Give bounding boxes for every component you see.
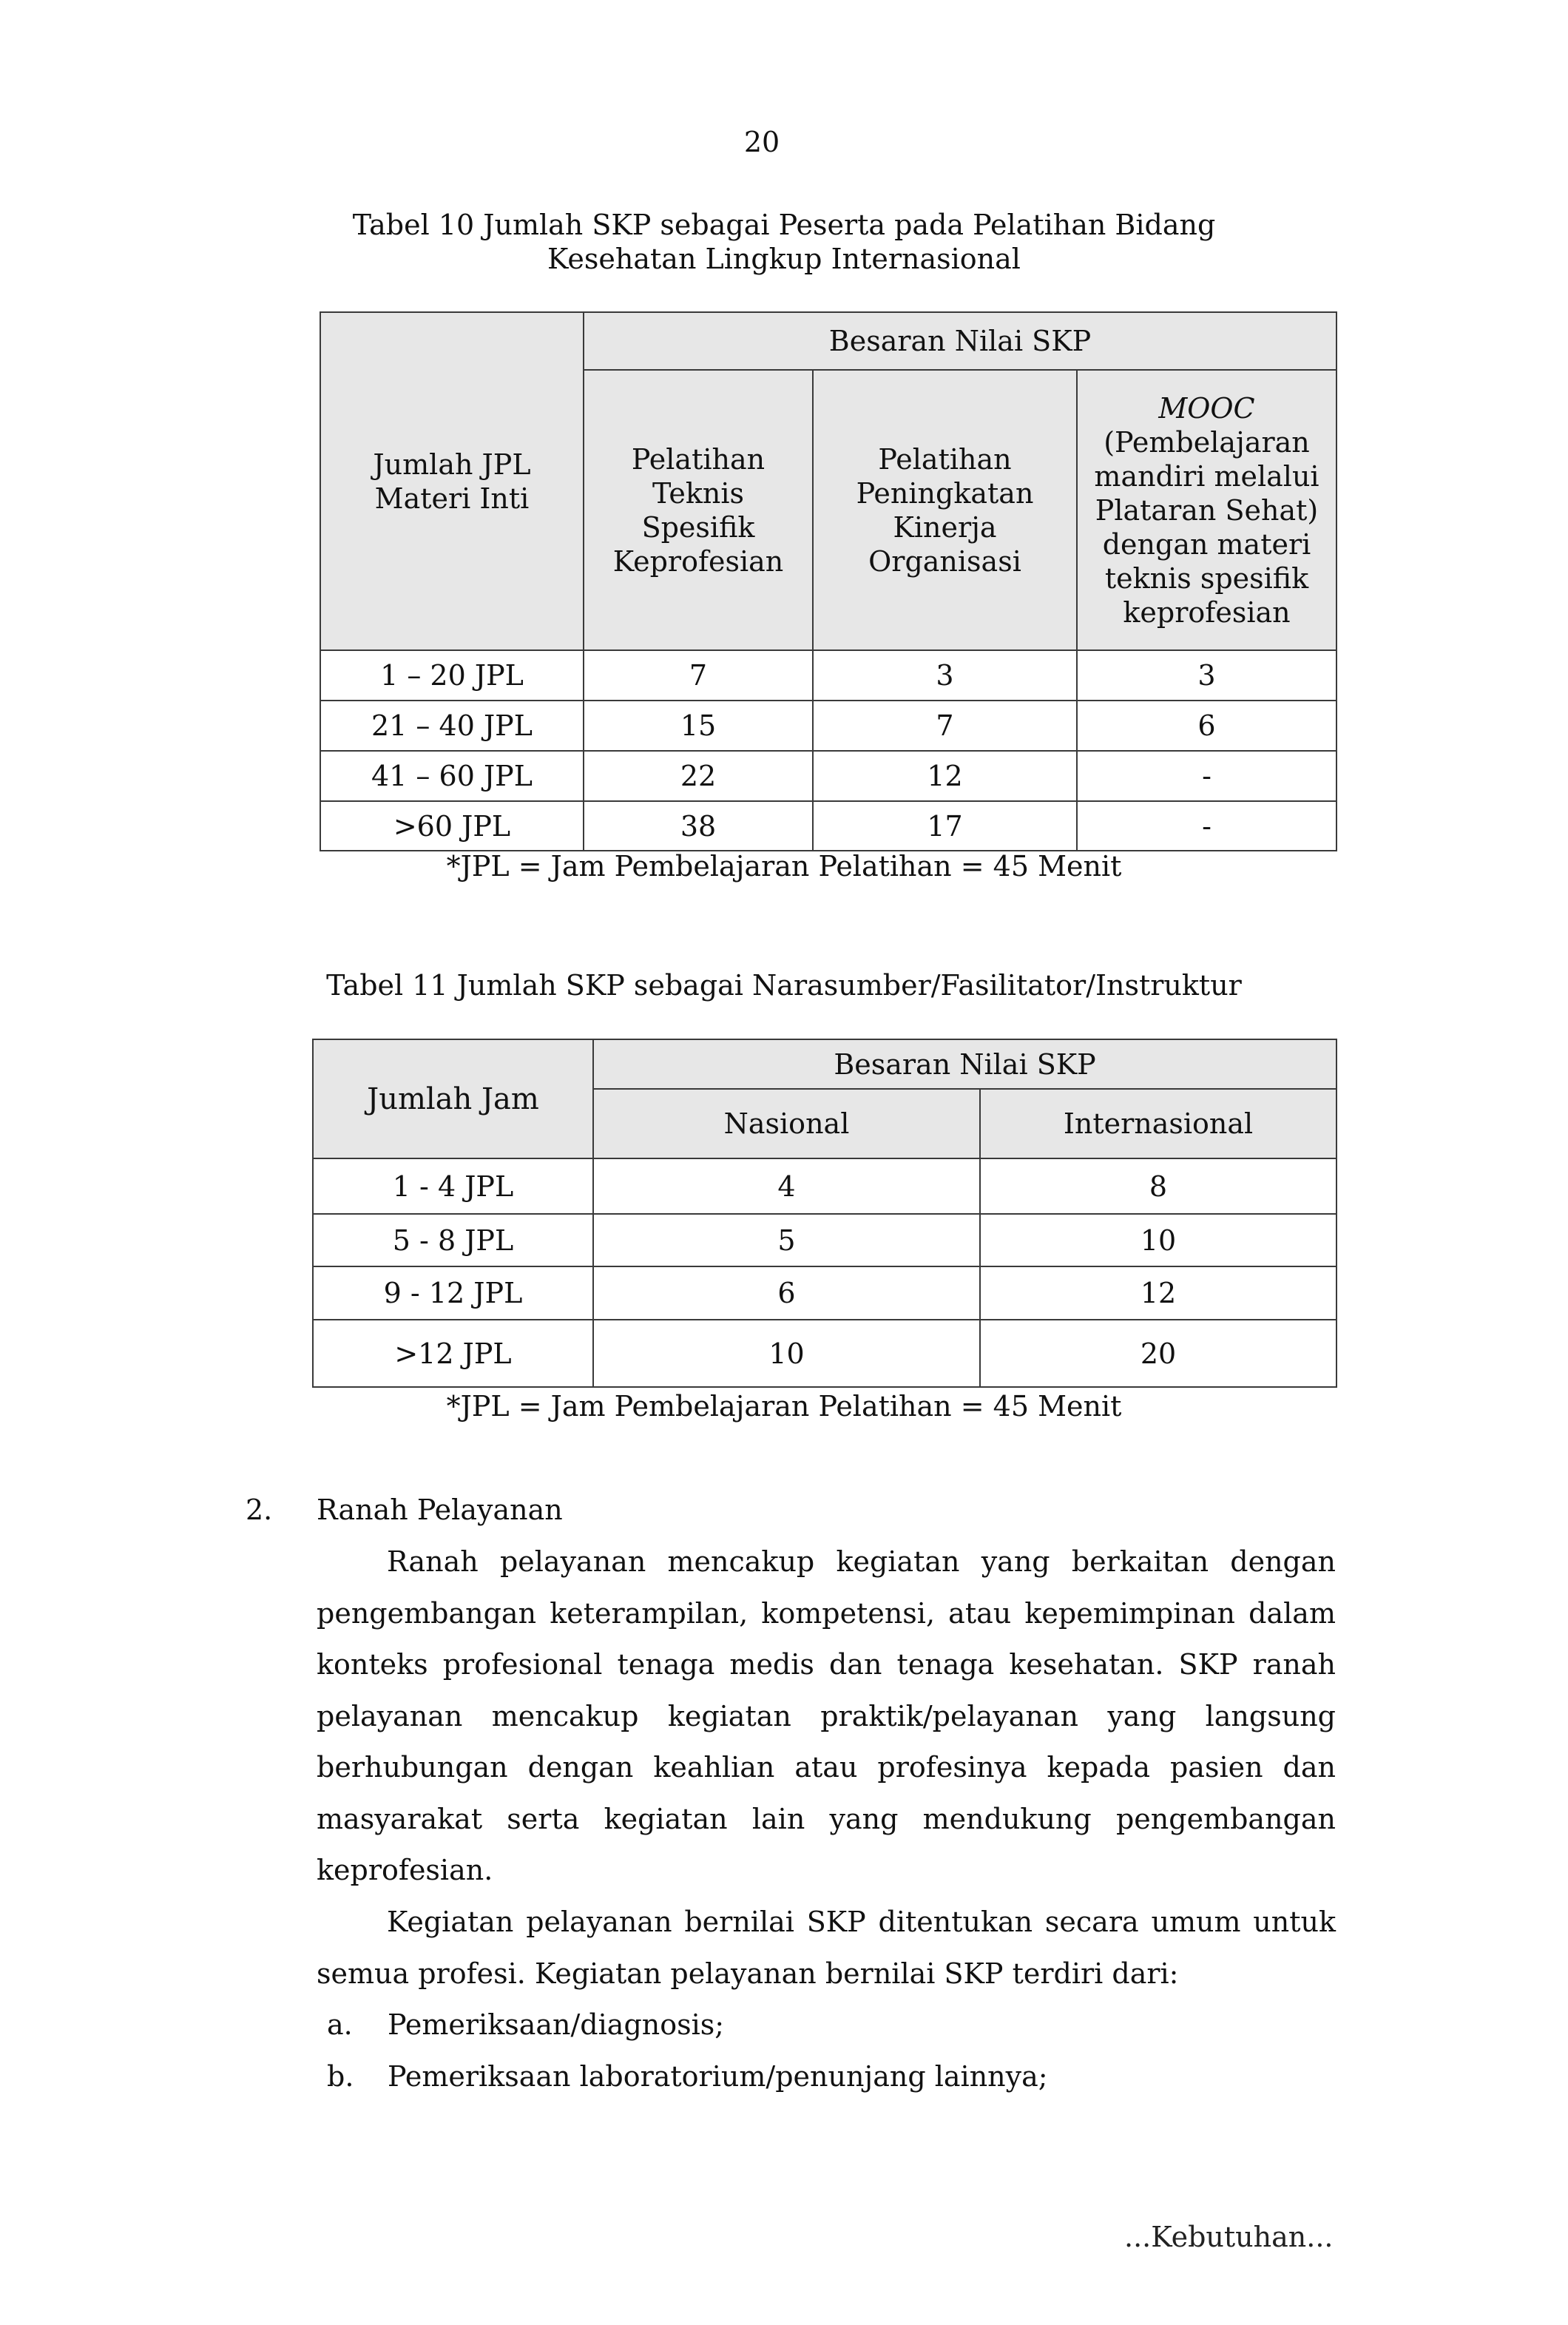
table11-col2-header: Internasional <box>980 1089 1336 1158</box>
section-number: 2. <box>246 1494 273 1526</box>
table-row <box>313 1158 1336 1214</box>
table-row <box>313 1320 1336 1387</box>
list-item-marker: a. <box>327 2008 353 2041</box>
list-item: Pemeriksaan laboratorium/penunjang lainnya; <box>388 2060 1048 2093</box>
cell-label: 21 – 40 JPL <box>320 701 584 751</box>
cell-value: 3 <box>813 650 1077 701</box>
cell-value: 7 <box>584 650 813 701</box>
table10-col1-header: Pelatihan Teknis Spesifik Keprofesian <box>584 370 813 650</box>
table10-col3-header <box>1077 370 1336 650</box>
cell-value: 8 <box>980 1158 1336 1214</box>
table10-col2-header: Pelatihan Peningkatan Kinerja Organisasi <box>813 370 1077 650</box>
section-paragraph-1: Ranah pelayanan mencakup kegiatan yang berkaitan dengan pengembangan keterampilan, kompetensi, atau kepemimpinan dalam konteks profesional tenaga medis dan tenaga kesehatan. SKP ranah pelayanan mencakup kegiatan praktik/pelayanan yang langsung berhubungan dengan keahlian atau profesinya kepada pasien dan masyarakat serta kegiatan lain yang mendukung pengembangan keprofesian. <box>317 1545 1336 1886</box>
cell-label: 1 - 4 JPL <box>313 1158 593 1214</box>
section-title: Ranah Pelayanan <box>317 1494 563 1526</box>
table11 <box>312 1039 1337 1388</box>
cell-value: 22 <box>584 751 813 801</box>
table-row <box>320 650 1336 701</box>
table11-note: *JPL = Jam Pembelajaran Pelatihan = 45 Menit <box>446 1390 1122 1423</box>
section-paragraph-2: Kegiatan pelayanan bernilai SKP ditentukan secara umum untuk semua profesi. Kegiatan pelayanan bernilai SKP terdiri dari: <box>317 1906 1336 1990</box>
cell-value: 6 <box>593 1266 980 1320</box>
cell-label: >60 JPL <box>320 801 584 851</box>
table11-group-header: Besaran Nilai SKP <box>593 1039 1336 1089</box>
cell-label: 9 - 12 JPL <box>313 1266 593 1320</box>
table10-group-header: Besaran Nilai SKP <box>584 312 1336 370</box>
cell-value: 15 <box>584 701 813 751</box>
mooc-description: (Pembelajaran mandiri melalui Plataran Sehat) dengan materi teknis spesifik keprofesian <box>1094 425 1319 629</box>
cell-value: 38 <box>584 801 813 851</box>
list-item: Pemeriksaan/diagnosis; <box>388 2008 725 2041</box>
table10-note: *JPL = Jam Pembelajaran Pelatihan = 45 Menit <box>446 850 1122 883</box>
cell-value: - <box>1077 751 1336 801</box>
cell-value: 3 <box>1077 650 1336 701</box>
cell-value: 10 <box>980 1214 1336 1266</box>
table-row <box>313 1266 1336 1320</box>
footer-text: ...Kebutuhan... <box>1124 2221 1334 2253</box>
list-item-marker: b. <box>327 2060 354 2093</box>
mooc-label: MOOC <box>1158 391 1255 425</box>
cell-value: 4 <box>593 1158 980 1214</box>
cell-value: 10 <box>593 1320 980 1387</box>
table-row <box>320 701 1336 751</box>
table11-caption: Tabel 11 Jumlah SKP sebagai Narasumber/Fasilitator/Instruktur <box>326 969 1242 1002</box>
cell-value: 12 <box>980 1266 1336 1320</box>
cell-value: 12 <box>813 751 1077 801</box>
table10-caption-line2: Kesehatan Lingkup Internasional <box>547 243 1021 275</box>
table10 <box>320 311 1337 851</box>
cell-label: >12 JPL <box>313 1320 593 1387</box>
cell-value: 20 <box>980 1320 1336 1387</box>
table11-col1-header: Nasional <box>593 1089 980 1158</box>
cell-value: 5 <box>593 1214 980 1266</box>
page-number: 20 <box>743 126 780 158</box>
cell-value: 17 <box>813 801 1077 851</box>
footer-continuation <box>1124 2221 1334 2253</box>
table10-caption-line1: Tabel 10 Jumlah SKP sebagai Peserta pada Pelatihan Bidang <box>352 209 1216 241</box>
cell-value: - <box>1077 801 1336 851</box>
table11-row-header: Jumlah Jam <box>313 1039 593 1158</box>
table-row <box>313 1214 1336 1266</box>
table-row <box>320 801 1336 851</box>
table10-row-header: Jumlah JPL Materi Inti <box>320 312 584 650</box>
cell-label: 41 – 60 JPL <box>320 751 584 801</box>
cell-label: 5 - 8 JPL <box>313 1214 593 1266</box>
table-row <box>320 751 1336 801</box>
cell-value: 6 <box>1077 701 1336 751</box>
cell-label: 1 – 20 JPL <box>320 650 584 701</box>
cell-value: 7 <box>813 701 1077 751</box>
